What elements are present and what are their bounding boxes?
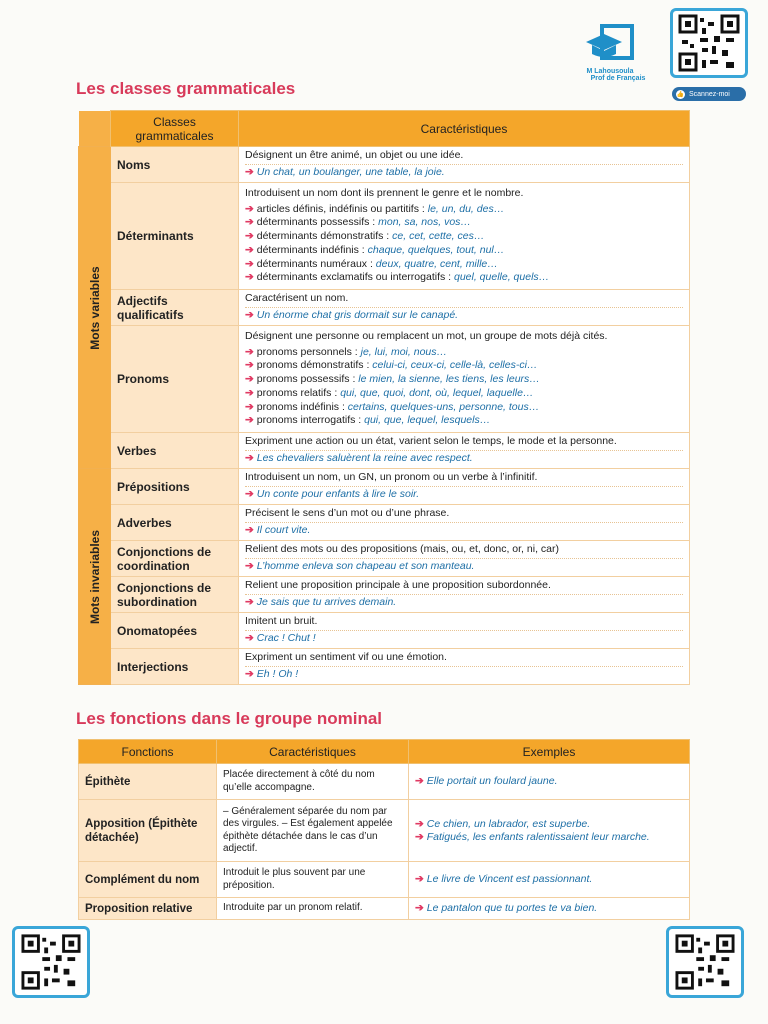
logo-subtitle: Prof de Français bbox=[590, 75, 646, 82]
class-characteristics: Désignent une personne ou remplacent un mot, un groupe de mots déjà cités. ➔ pronoms personnels : je, lui, moi, nous… ➔ pronoms démonstratifs : celui-ci, ceux-ci, celle-là, celles-ci… ➔ pronoms possessifs : le mien, la sienne, les tiens, les leurs… ➔ pronoms relatifs : qui, que, quoi, dont, où, lequel, laquelle… ➔ pronoms indéfinis : certains, quelques-uns, personne, tous… ➔ pronoms interrogatifs : qui, que, lequel, lesquels… bbox=[239, 326, 690, 433]
function-example: ➔ Elle portait un foulard jaune. bbox=[409, 764, 690, 800]
col-header-classes: Classes grammaticales bbox=[111, 111, 239, 147]
brand-logo bbox=[568, 24, 652, 82]
qr-code-icon bbox=[678, 14, 740, 72]
class-name: Déterminants bbox=[111, 183, 239, 290]
col-header-examples: Exemples bbox=[409, 740, 690, 764]
function-example: ➔ Le pantalon que tu portes te va bien. bbox=[409, 898, 690, 920]
scan-label: Scannez-moi bbox=[689, 90, 730, 98]
functions-table bbox=[78, 739, 690, 920]
qr-code-bottom-left[interactable] bbox=[12, 926, 90, 998]
scan-button[interactable] bbox=[672, 87, 746, 101]
table-row bbox=[79, 898, 690, 920]
class-name: Conjonctions de coordination bbox=[111, 541, 239, 577]
function-example: ➔ Le livre de Vincent est passionnant. bbox=[409, 862, 690, 898]
function-characteristics: – Généralement séparée du nom par des virgules. – Est également appelée épithète détachée dans le cas d’un adjectif. bbox=[217, 800, 409, 862]
function-name: Complément du nom bbox=[79, 862, 217, 898]
function-characteristics: Introduite par un pronom relatif. bbox=[217, 898, 409, 920]
table-row bbox=[79, 862, 690, 898]
qr-code-icon bbox=[21, 933, 81, 991]
class-characteristics: Introduisent un nom, un GN, un pronom ou un verbe à l’infinitif. ➔ Un conte pour enfants à lire le soir. bbox=[239, 469, 690, 505]
class-characteristics: Relient des mots ou des propositions (mais, ou, et, donc, or, ni, car) ➔ L’homme enleva son chapeau et son manteau. bbox=[239, 541, 690, 577]
class-name: Conjonctions de subordination bbox=[111, 577, 239, 613]
table-corner bbox=[79, 111, 111, 147]
grammar-classes-table bbox=[78, 110, 690, 685]
thumbs-up-icon: 👍 bbox=[676, 91, 685, 98]
class-characteristics: Introduisent un nom dont ils prennent le genre et le nombre. ➔ articles définis, indéfinis ou partitifs : le, un, du, des… ➔ déterminants possessifs : mon, sa, nos, vos… ➔ déterminants démonstratifs : ce, cet, cette, ces… ➔ déterminants indéfinis : chaque, quelques, tout, nul… ➔ déterminants numéraux : deux, quatre, cent, mille… ➔ déterminants exclamatifs ou interrogatifs : quel, quelle, quels… bbox=[239, 183, 690, 290]
class-name: Verbes bbox=[111, 433, 239, 469]
class-name: Interjections bbox=[111, 649, 239, 685]
col-header-characteristics: Caractéristiques bbox=[217, 740, 409, 764]
col-header-functions: Fonctions bbox=[79, 740, 217, 764]
function-example: ➔ Ce chien, un labrador, est superbe. ➔ Fatigués, les enfants ralentissaient leur marche. bbox=[409, 800, 690, 862]
class-name: Noms bbox=[111, 147, 239, 183]
class-name: Pronoms bbox=[111, 326, 239, 433]
col-header-characteristics: Caractéristiques bbox=[239, 111, 690, 147]
function-characteristics: Introduit le plus souvent par une préposition. bbox=[217, 862, 409, 898]
section-title-classes: Les classes grammaticales bbox=[76, 79, 296, 98]
function-name: Apposition (Épithète détachée) bbox=[79, 800, 217, 862]
qr-code-bottom-right[interactable] bbox=[666, 926, 744, 998]
class-name: Adjectifs qualificatifs bbox=[111, 290, 239, 326]
function-name: Épithète bbox=[79, 764, 217, 800]
graduation-cap-icon bbox=[582, 24, 638, 66]
qr-code-icon bbox=[675, 933, 735, 991]
class-name: Prépositions bbox=[111, 469, 239, 505]
class-name: Adverbes bbox=[111, 505, 239, 541]
class-characteristics: Expriment un sentiment vif ou une émotion. ➔ Eh ! Oh ! bbox=[239, 649, 690, 685]
class-characteristics: Imitent un bruit. ➔ Crac ! Chut ! bbox=[239, 613, 690, 649]
class-characteristics: Précisent le sens d’un mot ou d’une phrase. ➔ Il court vite. bbox=[239, 505, 690, 541]
table-row bbox=[79, 764, 690, 800]
function-characteristics: Placée directement à côté du nom qu’elle accompagne. bbox=[217, 764, 409, 800]
table-row bbox=[79, 800, 690, 862]
class-name: Onomatopées bbox=[111, 613, 239, 649]
qr-code-top[interactable] bbox=[670, 8, 748, 78]
logo-name: M Lahousoula bbox=[586, 68, 634, 75]
class-characteristics: Relient une proposition principale à une proposition subordonnée. ➔ Je sais que tu arrives demain. bbox=[239, 577, 690, 613]
group-invariable: Mots invariables bbox=[79, 469, 111, 685]
class-characteristics: Caractérisent un nom. ➔ Un énorme chat gris dormait sur le canapé. bbox=[239, 290, 690, 326]
function-name: Proposition relative bbox=[79, 898, 217, 920]
class-characteristics: Expriment une action ou un état, varient selon le temps, le mode et la personne. ➔ Les chevaliers saluèrent la reine avec respect. bbox=[239, 433, 690, 469]
section-title-functions: Les fonctions dans le groupe nominal bbox=[76, 709, 383, 728]
class-characteristics: Désignent un être animé, un objet ou une idée. ➔ Un chat, un boulanger, une table, la joie. bbox=[239, 147, 690, 183]
group-variable: Mots variables bbox=[79, 147, 111, 469]
